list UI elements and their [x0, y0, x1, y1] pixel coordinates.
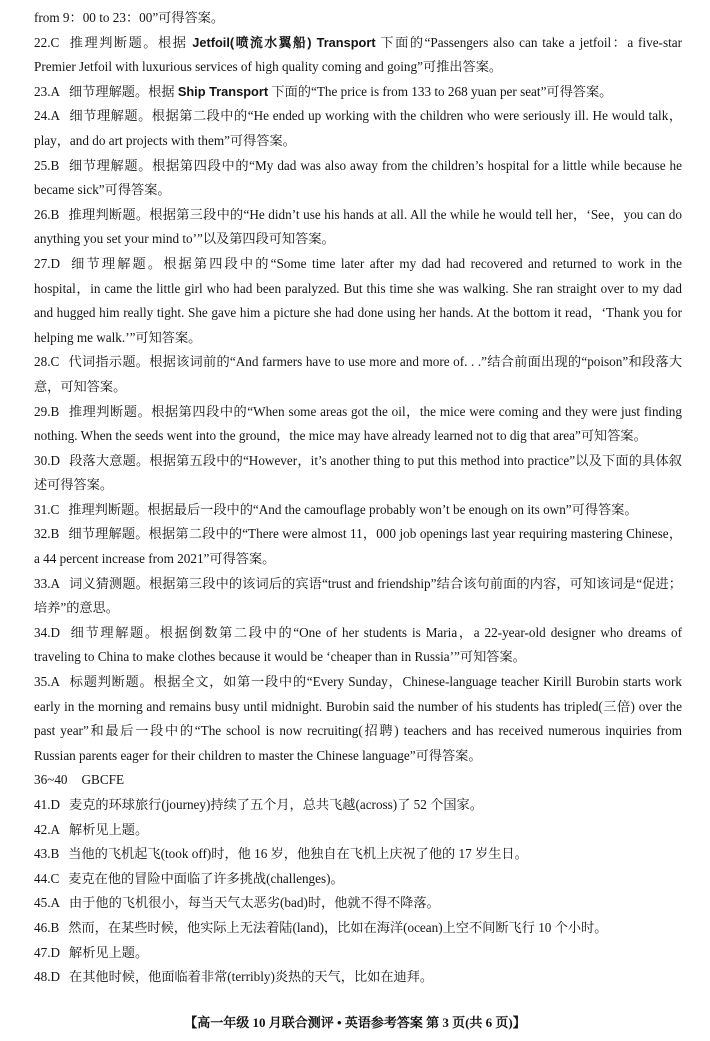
answer-number: 30.D	[34, 452, 61, 468]
answer-text: 根据全文，如第一段中的“Every Sunday，Chinese-language teacher Kirill Burobin starts work early in the morning and remains busy until midnight. Burobin said the number of his students has tripled(三倍) over the past year”和最后一段中的“The school is now recruiting(招聘) teachers and has received numerous inquiries from Russian parents eager for their children to master the Chinese language”可得答案。	[34, 674, 682, 763]
answer-number: 25.B	[34, 157, 60, 173]
question-type: 细节理解题。	[69, 255, 164, 271]
question-type: 代词指示题。	[68, 354, 150, 370]
question-type: 细节理解题。	[69, 83, 149, 99]
answer-number: 43.B	[34, 846, 60, 862]
answer-number: 29.B	[34, 403, 60, 419]
answer-text: 根据第五段中的“However，it’s another thing to put this method into practice”以及下面的具体叙述可得答案。	[34, 452, 682, 493]
answer-text: 根据倒数第二段中的“One of her students is Maria，a 22-year-old designer who dreams of traveling to China to make clothes because it would be ‘cheaper than in Russia’”可知答案。	[34, 624, 682, 665]
answer-number: 46.B	[34, 919, 60, 935]
answer-text: 根据	[148, 83, 178, 99]
answer-text: 根据第四段中的“Some time later after my dad had recovered and returned to work in the hospital，in came the little girl who had been paralyzed. But this time she was walking. She ran straight over to my dad and hugged him really tight. She gave him a picture she had done using her hands. At the bottom it read，‘Thank you for helping me walk.’”可知答案。	[34, 255, 682, 345]
answer-number-range: 36~40	[34, 772, 68, 788]
answer-item	[34, 104, 682, 153]
answer-number: 35.A	[34, 674, 61, 690]
answer-text: 根据该词前的“And farmers have to use more and more of. . .”结合前面出现的“poison”和段落大意，可知答案。	[34, 354, 683, 394]
question-type: 细节理解题。	[69, 108, 152, 124]
question-type: 推理判断题。	[68, 403, 152, 419]
answer-number: 41.D	[34, 797, 61, 812]
answer-number: 45.A	[34, 895, 61, 911]
answer-item	[34, 621, 682, 670]
answer-number: 48.D	[34, 969, 61, 985]
answer-number: 27.D	[34, 255, 61, 271]
answer-number: 47.D	[34, 944, 61, 960]
answer-text: 根据第四段中的“When some areas got the oil，the mice were coming and they were just finding nothing. When the seeds went into the ground，the mice may have already learned not to dig that area”可知答案。	[34, 403, 682, 444]
continued-text: from 9：00 to 23：00”可得答案。	[34, 10, 225, 25]
question-type: 推理判断题。	[68, 34, 159, 50]
answer-text: 根据最后一段中的“And the camouflage probably won’t be enough on its own”可得答案。	[147, 501, 638, 517]
question-type: 推理判断题。	[68, 501, 148, 517]
question-type: 细节理解题。	[68, 526, 149, 542]
answer-number: 23.A	[34, 83, 61, 99]
answer-item	[34, 891, 682, 916]
answer-item	[34, 867, 682, 892]
question-type: 推理判断题。	[68, 206, 150, 222]
question-type: 标题判断题。	[69, 674, 154, 690]
answer-text: 根据	[158, 34, 193, 50]
answer-text: 当他的飞机起飞(took off)时，他 16 岁，他独自在飞机上庆祝了他的 17 岁生日。	[68, 846, 528, 862]
answer-item	[34, 31, 682, 80]
answer-text: 然而，在某些时候，他实际上无法着陆(land)，比如在海洋(ocean)上空不间断飞行 10 个小时。	[68, 919, 608, 935]
answer-item	[34, 522, 682, 571]
answer-text: 根据第二段中的“There were almost 11，000 job openings last year requiring mastering Chinese，a 44 percent increase from 2021”可得答案。	[34, 526, 683, 567]
answer-item	[34, 793, 682, 818]
answer-text: 下面的“Passengers also can take a jetfoil：a five-star Premier Jetfoil with luxurious services of high quality coming and going”可推出答案。	[34, 34, 682, 75]
answer-item	[34, 941, 682, 966]
answer-text: 根据第三段中的“He didn’t use his hands at all. All the while he would tell her，‘See，you can do anything you set your mind to’”以及第四段可知答案。	[34, 206, 682, 247]
answer-item	[34, 449, 682, 498]
question-type: 段落大意题。	[69, 452, 150, 468]
answer-item	[34, 818, 682, 843]
answer-number: 42.A	[34, 821, 61, 837]
answer-number: 28.C	[34, 354, 60, 370]
answer-text: 由于他的飞机很小，每当天气太恶劣(bad)时，他就不得不降落。	[69, 895, 440, 911]
answer-text: 根据第三段中的该词后的宾语“trust and friendship”结合该句前面的内容，可知该词是“促进；培养”的意思。	[34, 575, 682, 616]
answer-number: 24.A	[34, 108, 61, 124]
section-heading: Ship Transport	[177, 83, 269, 99]
answer-text: 解析见上题。	[69, 944, 149, 960]
answer-item	[34, 400, 682, 449]
answer-number: 32.B	[34, 526, 60, 542]
answer-letters: GBCFE	[81, 772, 125, 788]
answer-text: 在其他时候，他面临着非常(terribly)炎热的天气，比如在迪拜。	[69, 969, 434, 985]
answer-number: 33.A	[34, 575, 61, 591]
question-type: 细节理解题。	[69, 624, 160, 640]
answer-text: 麦克在他的冒险中面临了许多挑战(challenges)。	[68, 870, 344, 886]
answer-number: 22.C	[34, 34, 60, 50]
answer-text: 根据第二段中的“He ended up working with the children who were seriously ill. He would talk，play，and do art projects with them”可得答案。	[34, 108, 683, 148]
section-heading: Jetfoil(喷流水翼船) Transport	[192, 34, 376, 50]
answer-number: 34.D	[34, 624, 61, 640]
answer-item	[34, 498, 682, 523]
answer-item	[34, 965, 682, 990]
answer-text: 麦克的环球旅行(journey)持续了五个月，总共飞越(across)了 52 个国家。	[69, 797, 483, 812]
answer-text: 根据第四段中的“My dad was also away from the children’s hospital for a little while because he became sick”可得答案。	[34, 157, 682, 198]
answer-item	[34, 670, 682, 768]
answer-item	[34, 842, 682, 867]
answer-item	[34, 203, 682, 252]
question-type: 细节理解题。	[68, 157, 153, 173]
answer-text: 解析见上题。	[69, 821, 149, 837]
answer-item	[34, 252, 682, 350]
answer-item	[34, 80, 682, 105]
answer-key-page	[34, 6, 682, 990]
answer-item	[34, 154, 682, 203]
answer-number: 26.B	[34, 206, 60, 222]
answer-range-item	[34, 768, 682, 793]
question-type: 词义猜测题。	[69, 575, 149, 591]
answer-text: 下面的“The price is from 133 to 268 yuan per seat”可得答案。	[268, 83, 613, 99]
answer-item	[34, 572, 682, 621]
page-footer: 【高一年级 10 月联合测评 • 英语参考答案 第 3 页(共 6 页)】	[0, 1014, 710, 1032]
answer-number: 31.C	[34, 501, 60, 517]
answer-item	[34, 350, 682, 399]
answer-number: 44.C	[34, 870, 60, 886]
answer-item	[34, 916, 682, 941]
